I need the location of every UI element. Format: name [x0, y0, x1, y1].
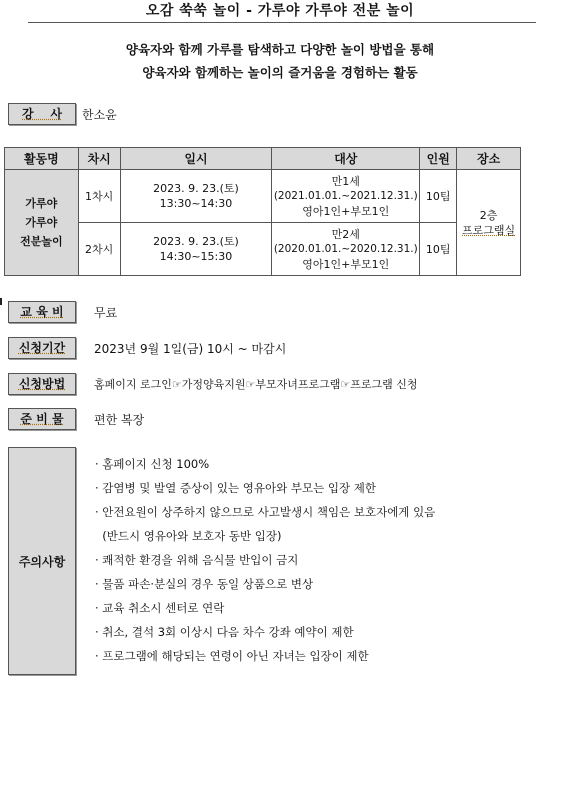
activity-name-line: 가루야 [25, 197, 58, 210]
target-group: 영아1인+부모1인 [302, 257, 390, 271]
target-group: 영아1인+부모1인 [302, 204, 390, 218]
period-label: 신청기간 [8, 337, 76, 359]
place-floor: 2층 [479, 208, 498, 222]
header-session: 차시 [78, 148, 120, 170]
datetime-cell [120, 223, 272, 276]
place-cell [457, 170, 521, 276]
header-activity: 활동명 [5, 148, 79, 170]
count-cell: 10팀 [420, 170, 457, 223]
header-target: 대상 [272, 148, 420, 170]
header-datetime: 일시 [120, 148, 272, 170]
table-row [5, 170, 521, 223]
list-item: · 홈페이지 신청 100% [95, 457, 210, 471]
target-birth-range: (2020.01.01.~2020.12.31.) [273, 242, 418, 255]
target-birth-range: (2021.01.01.~2021.12.31.) [273, 189, 418, 202]
list-item: · 취소, 결석 3회 이상시 다음 차수 강좌 예약이 제한 [95, 625, 354, 639]
title-divider [28, 22, 536, 23]
target-age: 만1세 [331, 174, 360, 188]
margin-mark [0, 298, 2, 305]
list-item: · 안전요원이 상주하지 않으므로 사고발생시 책임은 보호자에게 있음 [95, 505, 436, 519]
notes-list [95, 456, 435, 672]
table-row [5, 223, 521, 276]
header-place: 장소 [457, 148, 521, 170]
list-item: · 물품 파손·분실의 경우 동일 상품으로 변상 [95, 577, 314, 591]
list-item: · 프로그램에 해당되는 연령이 아닌 자녀는 입장이 제한 [95, 649, 369, 663]
target-age: 만2세 [331, 227, 360, 241]
list-item: (반드시 영유아와 보호자 동반 입장) [95, 529, 282, 543]
list-item: · 교육 취소시 센터로 연락 [95, 601, 225, 615]
period-value: 2023년 9월 1일(금) 10시 ~ 마감시 [94, 342, 287, 356]
activity-name-cell [5, 170, 79, 276]
datetime-cell [120, 170, 272, 223]
session-cell: 2차시 [78, 223, 120, 276]
supplies-label: 준 비 물 [8, 408, 76, 430]
method-value: 홈페이지 로그인☞가정양육지원☞부모자녀프로그램☞프로그램 신청 [94, 378, 418, 391]
intro-line-1: 양육자와 함께 가루를 탐색하고 다양한 놀이 방법을 통해 [125, 42, 435, 57]
place-room: 프로그램실 [462, 223, 516, 237]
list-item: · 쾌적한 환경을 위해 음식물 반입이 금지 [95, 553, 299, 567]
date-text: 2023. 9. 23.(토) [153, 235, 239, 248]
target-cell [272, 223, 420, 276]
intro-line-2: 양육자와 함께하는 놀이의 즐거움을 경험하는 활동 [142, 65, 418, 80]
method-label: 신청방법 [8, 373, 76, 395]
notes-label: 주의사항 [8, 447, 76, 675]
time-text: 14:30~15:30 [159, 250, 233, 263]
activity-name-line: 가루야 [25, 216, 58, 229]
activity-name-line: 전분놀이 [20, 235, 63, 248]
date-text: 2023. 9. 23.(토) [153, 182, 239, 195]
fee-label: 교 육 비 [8, 301, 76, 323]
header-count: 인원 [420, 148, 457, 170]
time-text: 13:30~14:30 [159, 197, 233, 210]
target-cell [272, 170, 420, 223]
lecturer-label: 강 사 [8, 103, 76, 125]
page-title: 오감 쑥쑥 놀이 - 가루야 가루야 전분 놀이 [145, 3, 415, 19]
table-header-row [5, 148, 521, 170]
program-table [4, 147, 521, 276]
lecturer-name: 한소윤 [82, 108, 117, 122]
count-cell: 10팀 [420, 223, 457, 276]
supplies-value: 편한 복장 [94, 413, 145, 427]
fee-value: 무료 [94, 306, 118, 320]
session-cell: 1차시 [78, 170, 120, 223]
list-item: · 감염병 및 발열 증상이 있는 영유아와 부모는 입장 제한 [95, 481, 376, 495]
